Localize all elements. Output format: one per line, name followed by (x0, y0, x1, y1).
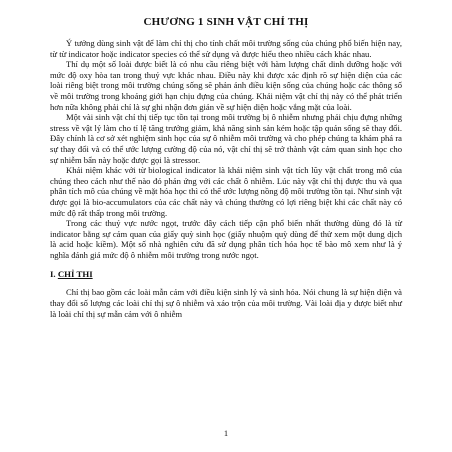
paragraph-stress: Một vài sinh vật chỉ thị tiếp tục tồn tại trong môi trường bị ô nhiễm nhưng phải chịu đựng những stress về vật lý làm cho tỉ lệ tăng trưởng giảm, khả năng sinh sản kém hoặc tập quán sống sẽ thay đổi. Đây chính là cơ sở xét nghiệm sinh học của sự ô nhiễm môi trường và cho phép chúng ta khám phá ra sự thay đổi và có thể ước lượng cường độ của nó, vật chỉ thị sẽ trở thành vật cảm quan sinh học cho sự nhiễm bẩn này hoặc được gọi là stressor. (50, 112, 402, 165)
paragraph-example: Thí dụ một số loài được biết là có nhu cầu riêng biệt với hàm lượng chất dinh dưỡng hoặc với mức độ oxy hòa tan trong thuỷ vực khác nhau. Điều này khi được xác định rõ sự hiện diện của các loài riêng biệt trong môi trường chúng sống sẽ phản ánh điều kiện sống của chúng hoặc các thông số về môi trường trong khoảng giới hạn chịu đựng của chúng. Khái niệm vật chỉ thị này có thể phát triển hơn nữa không phải chỉ là sự ghi nhận đơn giản về sự hiện diện hoặc vắng mặt của loài. (50, 59, 402, 112)
section-number: I. (50, 269, 56, 280)
section-label: CHỈ THỊ (57, 269, 93, 280)
section-heading (50, 269, 402, 279)
paragraph-section-body: Chỉ thị bao gồm các loài mẫn cảm với điều kiện sinh lý và sinh hóa. Nói chung là sự hiện diện và thay đổi số lượng các loài chỉ thị sự ô nhiễm và xáo trộn của môi trường. Vài loài địa y được biết như là loài chỉ thị sự mẫn cảm với ô nhiễm (50, 287, 402, 319)
chapter-title: CHƯƠNG 1 SINH VẬT CHỈ THỊ (143, 16, 309, 28)
paragraph-freshwater: Trong các thuỷ vực nước ngọt, trước đây cách tiếp cận phổ biến nhất thường dùng đó là từ indicator bằng sự cảm quan của giấy quỳ sinh học (giấy nhuộm quỳ dùng để thử xem một dung dịch là acid hoặc kiềm). Một số nhà nghiên cứu đã sử dụng phân tích hóa học tế bào mô xem như là ý nghĩa đánh giá mức độ ô nhiễm môi trường trong nước ngọt. (50, 218, 402, 260)
paragraph-bioaccumulators: Khái niệm khác với từ biological indicator là khái niệm sinh vật tích lũy vật chất trong mô của chúng theo cách như thế nào đó phản ứng với các chất ô nhiễm. Lúc này vật chỉ thị được thu và qua phân tích mô của chúng về mặt hóa học thì có thể ước lượng nồng độ môi trường tồn tại. Như sinh vật được gọi là bio-accumulators của các chất này và chúng thường có lợi riêng biệt khi các chất này có mức độ rất thấp trong môi trường. (50, 165, 402, 218)
paragraph-intro: Ý tưởng dùng sinh vật để làm chỉ thị cho tính chất môi trường sống của chúng phổ biến hiện nay, từ từ indicator hoặc indicator species có thể sử dụng và được hiểu theo nhiều cách khác nhau. (50, 38, 402, 59)
page-number: 1 (223, 428, 229, 438)
